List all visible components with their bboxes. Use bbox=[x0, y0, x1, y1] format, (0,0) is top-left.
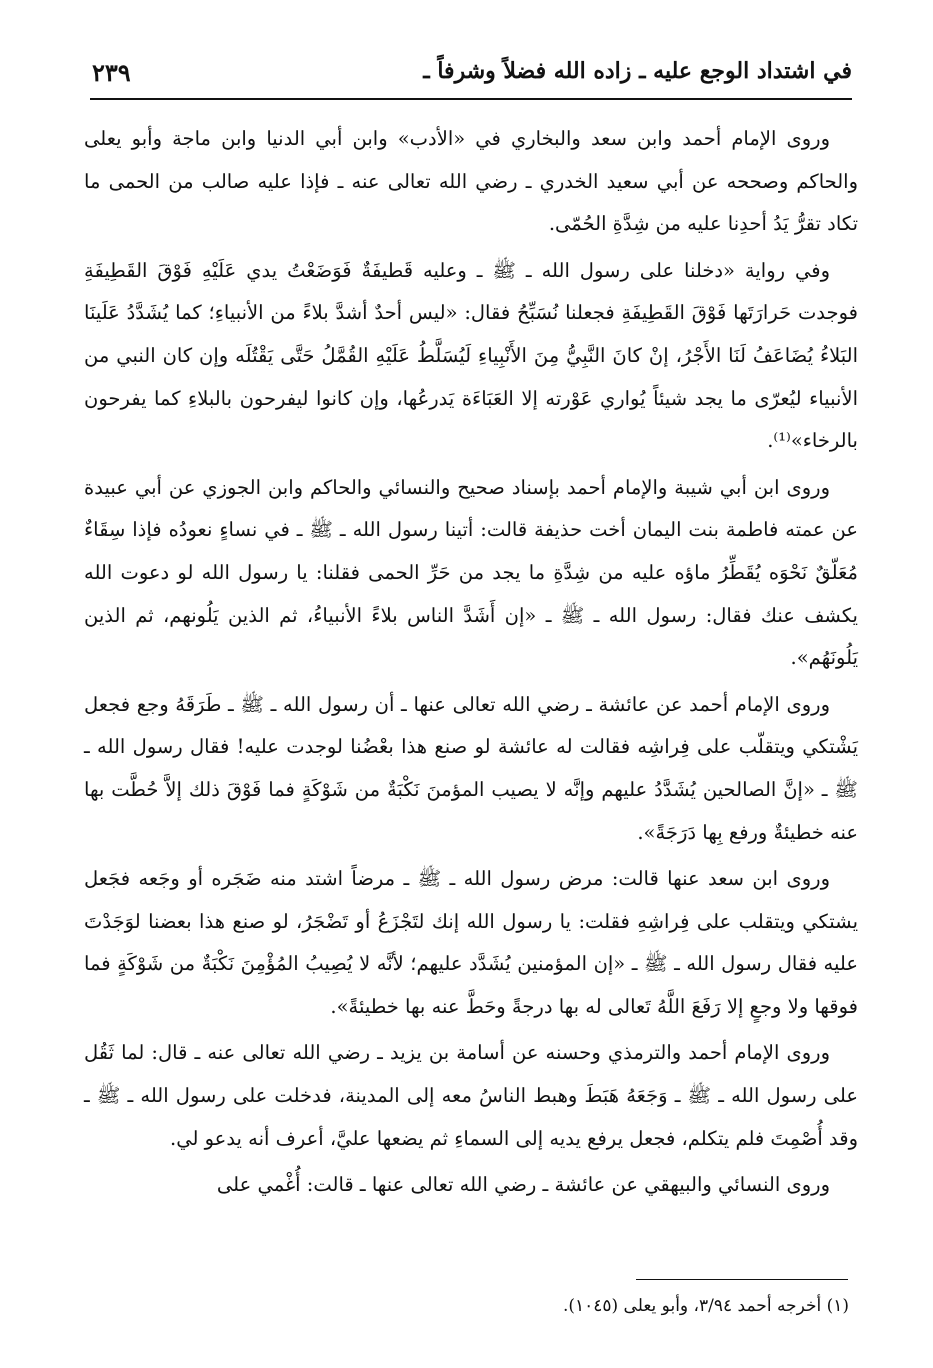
footnote: (١) أخرجه أحمد ٣/٩٤، وأبو يعلى (١٠٤٥). bbox=[562, 1296, 849, 1316]
paragraph: وفي رواية «دخلنا على رسول الله ـ ﷺ ـ وعليه قَطيفَةٌ فَوَضَعْتُ يدي عَلَيْهِ فَوْقَ القَطِيفَةِ فوجدت حَرارَتَها فَوْقَ القَطِيفَةِ فجعلنا نُسَبِّحُ فقال: «ليس أحدٌ أشدَّ بلاءً من الأنبياءِ؛ كما يُشَدَّدُ عَلَينَا البَلاءُ يُضَاعَفُ لَنَا الأَجْرُ، إنْ كانَ النَّبِيُّ مِنَ الأَنْبِياءِ لَيُسَلَّطُ عَلَيْهِ القُمَّلُ حَتَّى يَقْتُلَه وإن كان النبي من الأنبياء ليُعرّى ما يجد شيئاً يُواري عَوْرته إلا العَبَاءَة يَدرعُها، وإن كانوا ليفرحون بالبلاءِ كما يفرحون بالرخاء»⁽¹⁾. bbox=[84, 258, 858, 453]
paragraph: وروى الإمام أحمد والترمذي وحسنه عن أسامة بن يزيد ـ رضي الله تعالى عنه ـ قال: لما ثَقُل على رسول الله ـ ﷺ ـ وَجَعَهُ هَبَطَ وهبط الناسُ معه إلى المدينة، فدخلت على رسول الله ـ ﷺ ـ وقد أُصْمِتَ فلم يتكلم، فجعل يرفع يديه إلى السماءِ ثم يضعها عليَّ، أعرف أنه يدعو لي. bbox=[84, 1041, 858, 1150]
paragraph: وروى ابن أبي شيبة والإمام أحمد بإسناد صحيح والنسائي والحاكم وابن الجوزي عن أبي عبيدة عن عمته فاطمة بنت اليمان أخت حذيفة قالت: أتينا رسول الله ـ ﷺ ـ في نساءٍ نعودُه فإذا سِقَاءٌ مُعَلّقٌ نَحْوَه يُقَطِّرُ ماؤه عليه من شِدَّةِ ما يجد من حَرِّ الحمى فقلنا: يا رسول الله لو دعوت الله يكشف عنك فقال: رسول الله ـ ﷺ ـ «إن أَشَدَّ الناس بلاءً الأنبياءُ، ثم الذين يَلُونهم، ثم الذين يَلُونَهُم». bbox=[84, 475, 858, 670]
paragraph: وروى ابن سعد عنها قالت: مرض رسول الله ـ ﷺ ـ مرضاً اشتد منه ضَجَره أو وجَعه فجَعل يشتكي ويتقلب على فِراشِهِ فقلت: يا رسول الله إنك لتَجْزَعُ أو تَضْجَرُ، لو صنع هذا بعضنا لوَجَدْتَ عليه فقال رسول الله ـ ﷺ ـ «إن المؤمنين يُشَدَّد عليهم؛ لأنَّه لا يُصِيبُ المُؤْمِنَ نَكْبَةٌ من شَوْكَةٍ فما فوقها ولا وجعٍ إلا رَفَعَ اللَّهُ تَعالى له بها درجةً وحَطَّ عنه بها خطيئةً». bbox=[84, 867, 858, 1018]
paragraph: وروى الإمام أحمد وابن سعد والبخاري في «الأدب» وابن أبي الدنيا وابن ماجة وأبو يعلى والحاكم وصححه عن أبي سعيد الخدري ـ رضي الله تعالى عنه ـ فإذا عليه صالب من الحمى ما تكاد تقرُّ يَدُ أحدِنا عليه من شِدَّةِ الحُمّى. bbox=[84, 127, 858, 236]
paragraph: وروى النسائي والبيهقي عن عائشة ـ رضي الله تعالى عنها ـ قالت: أُغْمي على bbox=[216, 1173, 830, 1197]
running-header bbox=[92, 58, 852, 96]
main-text bbox=[84, 118, 858, 1207]
paragraph: وروى الإمام أحمد عن عائشة ـ رضي الله تعالى عنها ـ أن رسول الله ـ ﷺ ـ طَرَقَهُ وجع فجعل يَشْتكي ويتقلّب على فِراشِه فقالت له عائشة لو صنع هذا بعْضُنا لوجدت عليه! فقال رسول الله ـ ﷺ ـ «إنَّ الصالحين يُشَدَّدُ عليهم وإنَّه لا يصيب المؤمنَ نَكْبَةٌ من شَوْكَةٍ فما فَوْقَ ذلك إلاَّ حُطَّت بها عنه خطيئةٌ ورفع بِها دَرَجَةً». bbox=[84, 692, 858, 844]
header-divider bbox=[90, 98, 852, 100]
footnote-divider bbox=[636, 1279, 848, 1280]
page-number: ٢٣٩ bbox=[92, 58, 131, 87]
chapter-title: في اشتداد الوجع عليه ـ زاده الله فضلاً وشرفاً ـ bbox=[423, 58, 852, 84]
